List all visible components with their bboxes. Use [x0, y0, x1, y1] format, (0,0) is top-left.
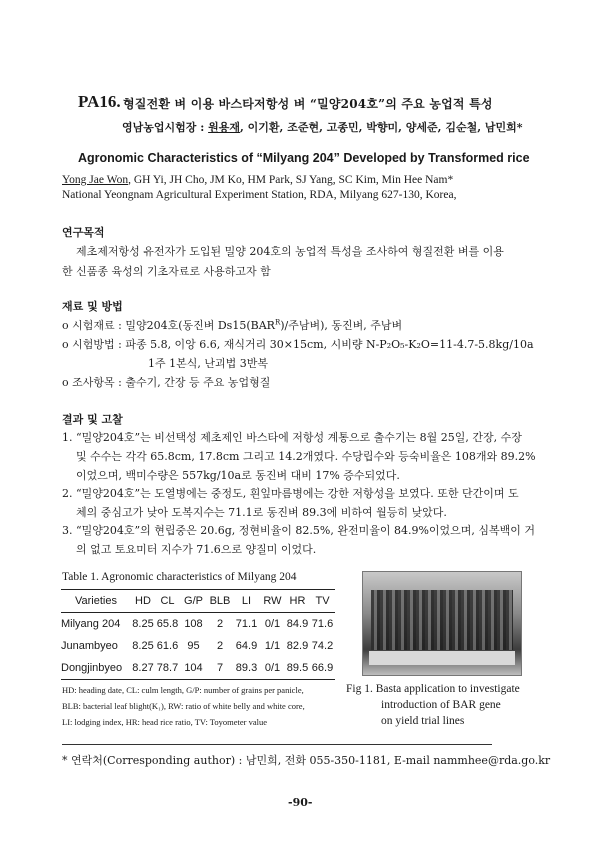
results-line: 의 없고 토요미터 지수가 71.6으로 양질미 이었다. — [76, 543, 317, 556]
korean-title: 형질전환 벼 이용 바스타저항성 벼 “밀양204호”의 주요 농업적 특성 — [123, 97, 493, 111]
col-li: LI — [241, 595, 252, 607]
methods-line-2: o 시험방법 : 파종 5.8, 이앙 6.6, 재식거리 30×15cm, 시비량 N-P₂O₅-K₂O=11-4.7-5.8kg/10a — [62, 338, 534, 351]
affiliation-label: 영남농업시험장 : — [122, 121, 209, 134]
table-caption: Table 1. Agronomic characteristics of Milyang 204 — [62, 571, 297, 583]
korean-authors — [122, 119, 523, 135]
english-authors — [62, 174, 453, 186]
col-tv: TV — [315, 595, 330, 607]
corresponding-author: * 연락처(Corresponding author) : 남민희, 전화 055-350-1181, E-mail nammhee@rda.go.kr — [62, 754, 551, 767]
methods-heading: 재료 및 방법 — [62, 300, 123, 313]
figure-caption-line-1: Fig 1. Basta application to investigate — [346, 683, 520, 695]
col-rw: RW — [263, 595, 282, 607]
table-note: HD: heading date, CL: culm length, G/P: number of grains per panicle, — [62, 685, 304, 695]
table-row: Dongjinbyeo 8.27 78.7 104 7 89.3 0/1 89.5 66.9 — [61, 657, 335, 680]
table-row: Milyang 204 8.25 65.8 108 2 71.1 0/1 84.9 71.6 — [61, 618, 334, 630]
purpose-line-1: 제초제저항성 유전자가 도입된 밀양 204호의 농업적 특성을 조사하여 형질전환 벼를 이용 — [76, 245, 504, 258]
col-hd: HD — [135, 595, 151, 607]
results-heading: 결과 및 고찰 — [62, 413, 123, 426]
figure-caption-line-2: introduction of BAR gene — [381, 699, 501, 711]
figure-caption-line-3: on yield trial lines — [381, 715, 465, 727]
figure-photo — [362, 571, 522, 676]
methods-line-4: o 조사항목 : 출수기, 간장 등 주요 농업형질 — [62, 376, 271, 389]
english-affiliation: National Yeongnam Agricultural Experiment Station, RDA, Milyang 627-130, Korea, — [62, 189, 457, 201]
footnote-divider — [62, 744, 492, 745]
abstract-code: PA16. — [78, 92, 121, 111]
table-note: BLB: bacterial leaf blight(K₁), RW: ratio of white belly and white core, — [62, 701, 305, 711]
other-authors: , 이기환, 조준현, 고종민, 박향미, 양세준, 김순철, 남민희* — [240, 121, 523, 134]
col-blb: BLB — [209, 595, 231, 607]
first-author: 원용재 — [208, 121, 240, 134]
table-note: LI: lodging index, HR: head rice ratio, TV: Toyometer value — [62, 717, 268, 727]
results-line: 1. “밀양204호”는 비선택성 제초제인 바스타에 저항성 계통으로 출수기는 8월 25일, 간장, 수장 — [62, 431, 522, 444]
page-number: -90- — [288, 796, 313, 809]
english-title: Agronomic Characteristics of “Milyang 204” Developed by Transformed rice — [78, 151, 530, 165]
first-author-en: Yong Jae Won — [62, 174, 129, 186]
purpose-line-2: 한 신품종 육성의 기초자료로 사용하고자 함 — [62, 265, 271, 278]
col-varieties: Varieties — [75, 595, 117, 607]
col-cl: CL — [160, 595, 175, 607]
agronomic-table — [61, 589, 335, 680]
results-line: 및 수수는 각각 65.8cm, 17.8cm 그리고 14.2개였다. 수당립수와 등숙비율은 108개와 89.2% — [76, 450, 536, 463]
table-row: Junambyeo 8.25 61.6 95 2 64.9 1/1 82.9 74.2 — [61, 640, 334, 652]
pot-tray-image — [369, 651, 515, 665]
results-line: 이었으며, 백미수량은 557kg/10a로 동진벼 대비 17% 증수되었다. — [76, 469, 400, 482]
results-line: 체의 중심고가 낮아 도복지수는 71.1로 동진벼 89.3에 비하여 월등히 낮았다. — [76, 506, 447, 519]
methods-line-3: 1주 1본식, 난괴법 3반복 — [148, 357, 268, 370]
results-line: 3. “밀양204호”의 현립중은 20.6g, 정현비율이 82.5%, 완전미율이 84.9%이었으며, 심복백이 거 — [62, 524, 536, 537]
col-hr: HR — [289, 595, 306, 607]
col-gp: G/P — [184, 595, 203, 607]
results-line: 2. “밀양204호”는 도열병에는 중정도, 흰잎마름병에는 강한 저항성을 보였다. 또한 단간이며 도 — [62, 487, 519, 500]
other-authors-en: , GH Yi, JH Cho, JM Ko, HM Park, SJ Yang, SC Kim, Min Hee Nam* — [128, 174, 454, 186]
table-header-row — [61, 590, 335, 613]
purpose-heading: 연구목적 — [62, 226, 105, 239]
rice-plants-image — [371, 590, 513, 650]
methods-line-1: o 시험재료 : 밀양204호(동진벼 $Ds15(BAR^R)/$주남벼), 동진벼, 주남벼 — [62, 318, 403, 332]
